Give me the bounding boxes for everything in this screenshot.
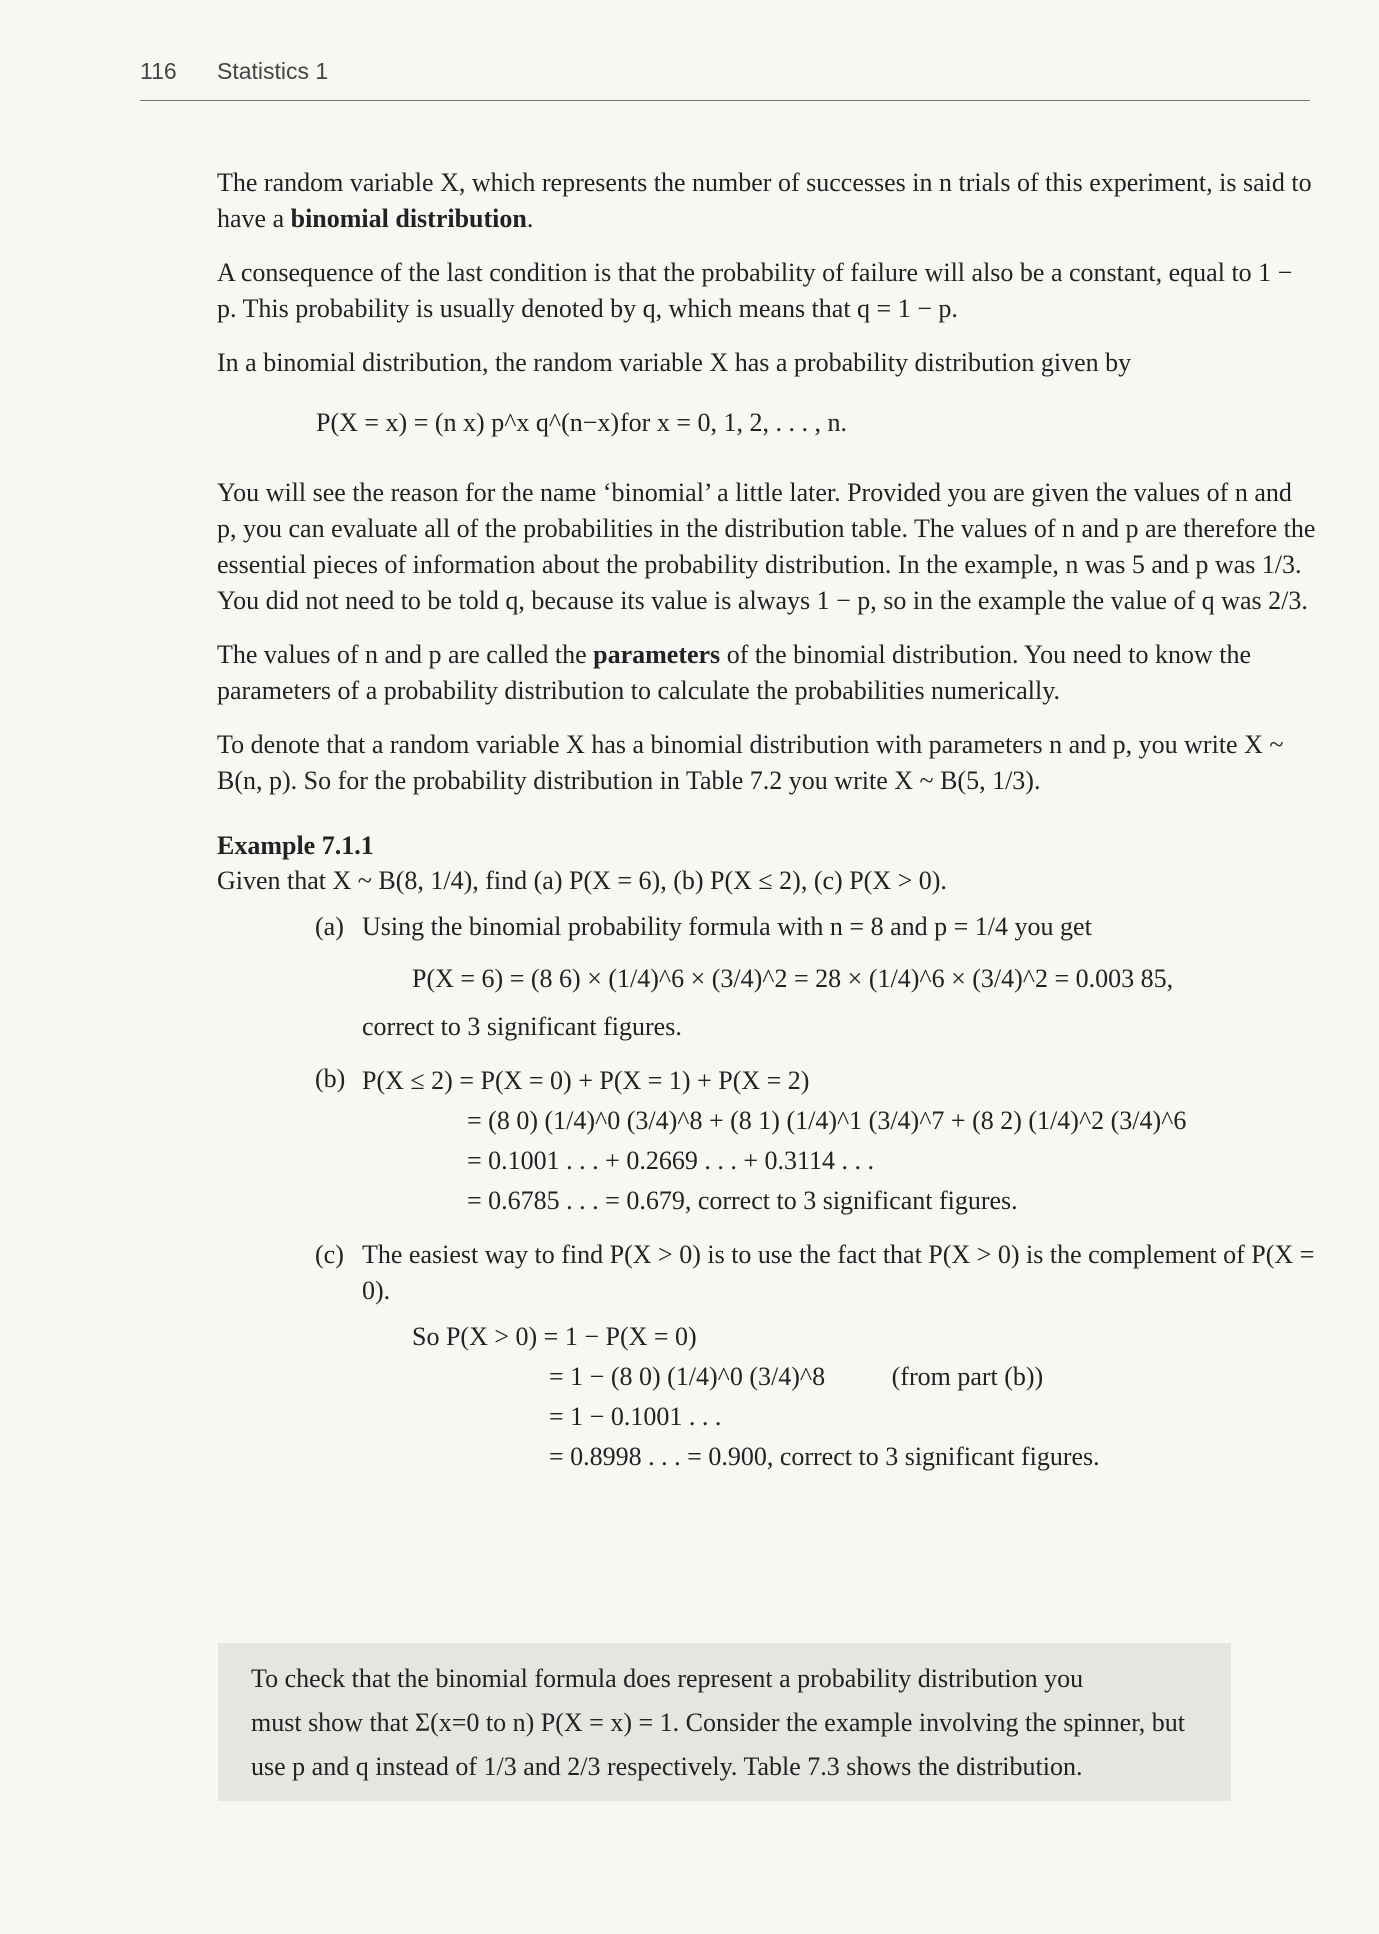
formula-domain: for x = 0, 1, 2, . . . , n. xyxy=(620,408,847,437)
paragraph-distribution-intro: In a binomial distribution, the random variable X has a probability distribution given by xyxy=(217,348,1132,377)
part-c-note: (from part (b)) xyxy=(891,1362,1044,1391)
header-rule xyxy=(140,100,1310,101)
page-body xyxy=(217,165,1317,1477)
part-c-line-2: = 1 − (8 0) (1/4)^0 (3/4)^8 (from part (b)) xyxy=(549,1362,1044,1391)
part-a-label: (a) xyxy=(315,912,344,941)
paragraph-parameters-definition: The values of n and p are called the parameters of the binomial distribution. You need to know the parameters of a probability distribution to calculate the probabilities numerically. xyxy=(217,640,1251,705)
example-title: Example 7.1.1 xyxy=(217,831,374,860)
term-parameters: parameters xyxy=(593,640,721,669)
example-prompt: Given that X ~ B(8, 1/4), find (a) P(X = 6), (b) P(X ≤ 2), (c) P(X > 0). xyxy=(217,866,947,895)
part-a-note: correct to 3 significant figures. xyxy=(362,1012,682,1041)
term-binomial-distribution: binomial distribution xyxy=(290,204,527,233)
part-c-text: The easiest way to find P(X > 0) is to use the fact that P(X > 0) is the complement of P(X = 0). xyxy=(362,1240,1315,1305)
page-number: 116 xyxy=(140,58,177,84)
part-a-text: Using the binomial probability formula with n = 8 and p = 1/4 you get xyxy=(362,912,1092,941)
part-b-line-1: P(X ≤ 2) = P(X = 0) + P(X = 1) + P(X = 2) xyxy=(362,1066,810,1095)
part-c-label: (c) xyxy=(315,1240,344,1269)
part-c-line-1: So P(X > 0) = 1 − P(X = 0) xyxy=(412,1322,697,1351)
binomial-formula xyxy=(217,385,1317,461)
part-b-line-3: = 0.1001 . . . + 0.2669 . . . + 0.3114 . . . xyxy=(467,1146,875,1175)
part-b-label: (b) xyxy=(315,1064,346,1093)
running-title: Statistics 1 xyxy=(217,58,329,84)
example-part-a xyxy=(317,909,1317,1045)
part-b-line-2: = (8 0) (1/4)^0 (3/4)^8 + (8 1) (1/4)^1 (3/4)^7 + (8 2) (1/4)^2 (3/4)^6 xyxy=(467,1106,1187,1135)
check-line-3: use p and q instead of 1/3 and 2/3 respectively. Table 7.3 shows the distribution. xyxy=(251,1752,1083,1781)
check-line-1: To check that the binomial formula does represent a probability distribution you xyxy=(251,1664,1084,1693)
paragraph-parameters-explanation: You will see the reason for the name ‘binomial’ a little later. Provided you are given the values of n and p, you can evaluate all of the probabilities in the distribution table. The values of n and p are therefore the essential pieces of information about the probability distribution. In the example, n was 5 and p was 1/3. You did not need to be told q, because its value is always 1 − p, so in the example the value of q was 2/3. xyxy=(217,478,1316,615)
part-b-line-4: = 0.6785 . . . = 0.679, correct to 3 significant figures. xyxy=(467,1186,1018,1215)
part-c-line-4: = 0.8998 . . . = 0.900, correct to 3 significant figures. xyxy=(549,1442,1100,1471)
paragraph-failure-probability: A consequence of the last condition is that the probability of failure will also be a constant, equal to 1 − p. This probability is usually denoted by q, which means that q = 1 − p. xyxy=(217,258,1293,323)
check-note-box xyxy=(218,1643,1231,1801)
example-part-b xyxy=(317,1061,1317,1221)
paragraph-notation: To denote that a random variable X has a binomial distribution with parameters n and p, you write X ~ B(n, p). So for the probability distribution in Table 7.2 you write X ~ B(5, 1/3). xyxy=(217,730,1284,795)
part-a-calculation: P(X = 6) = (8 6) × (1/4)^6 × (3/4)^2 = 28 × (1/4)^6 × (3/4)^2 = 0.003 85, xyxy=(412,964,1174,993)
part-c-line-3: = 1 − 0.1001 . . . xyxy=(549,1402,722,1431)
example-part-c xyxy=(317,1237,1317,1477)
page-header xyxy=(140,58,1310,104)
check-line-2: must show that Σ(x=0 to n) P(X = x) = 1. Consider the example involving the spinner, but xyxy=(251,1708,1186,1737)
formula-expression: P(X = x) = (n x) p^x q^(n−x) xyxy=(316,408,620,437)
paragraph-binomial-definition: The random variable X, which represents the number of successes in n trials of this experiment, is said to have a binomial distribution. xyxy=(217,168,1312,233)
